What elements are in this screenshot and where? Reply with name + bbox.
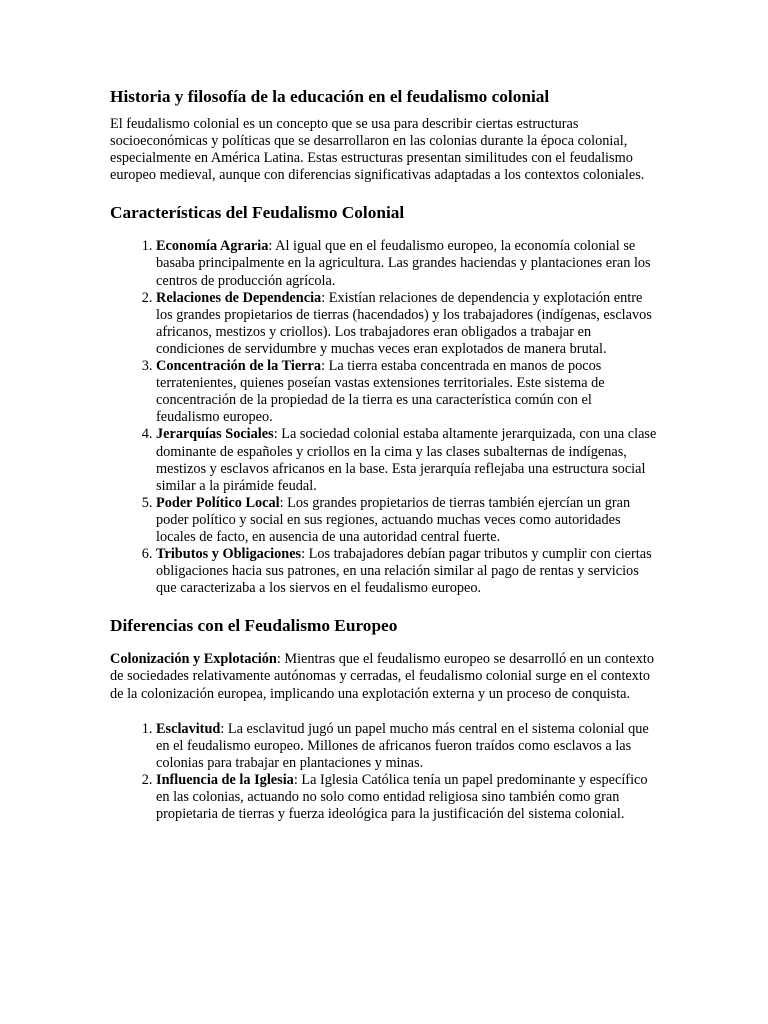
diferencias-list [110, 721, 658, 824]
intro-paragraph: El feudalismo colonial es un concepto que se usa para describir ciertas estructuras socioeconómicas y políticas que se desarrollaron en las colonias durante la época colonial, especialmente en América Latina. Estas estructuras presentan similitudes con el feudalismo europeo medieval, aunque con diferencias significativas adaptadas a los contextos coloniales. [110, 116, 645, 184]
diferencias-lead-paragraph [110, 651, 658, 702]
list-item [156, 426, 658, 494]
list-item [156, 772, 658, 823]
list-item-term: Concentración de la Tierra [156, 358, 322, 375]
lead-term: Colonización y Explotación [110, 651, 277, 668]
list-item-text: : La Iglesia Católica tenía un papel predominante y específico en las colonias, actuando no solo como entidad religiosa sino también como gran propietaria de tierras y fuerza ideológica para la justificación del sistema colonial. [156, 771, 648, 823]
list-item-term: Influencia de la Iglesia [156, 771, 294, 788]
caracteristicas-list [110, 238, 658, 597]
list-item-term: Poder Político Local [156, 494, 280, 511]
list-item-term: Esclavitud [156, 720, 221, 737]
document-title: Historia y filosofía de la educación en el feudalismo colonial [110, 87, 550, 106]
list-item-term: Tributos y Obligaciones [156, 546, 302, 563]
lead-text: : Mientras que el feudalismo europeo se desarrolló en un contexto de sociedades relativamente autónomas y cerradas, el feudalismo colonial surge en el contexto de la colonización europea, implicando una explotación externa y un proceso de conquista. [110, 651, 654, 702]
list-item [156, 495, 658, 546]
list-item [156, 238, 658, 289]
list-item [156, 358, 658, 426]
list-item-term: Economía Agraria [156, 238, 269, 255]
section-heading-caracteristicas: Características del Feudalismo Colonial [110, 203, 405, 223]
list-item-term: Jerarquías Sociales [156, 426, 274, 443]
list-item [156, 290, 658, 358]
section-heading-diferencias: Diferencias con el Feudalismo Europeo [110, 616, 398, 636]
list-item-text: : Al igual que en el feudalismo europeo, la economía colonial se basaba principalmente en la agricultura. Las grandes haciendas y plantaciones eran los centros de producción agrícola. [156, 238, 651, 289]
list-item-term: Relaciones de Dependencia [156, 289, 322, 306]
list-item-text: : Los grandes propietarios de tierras también ejercían un gran poder político y social en sus regiones, actuando muchas veces como autoridades locales de facto, en ausencia de una autoridad central fuerte. [156, 494, 631, 545]
list-item [156, 721, 658, 772]
list-item-text: : La esclavitud jugó un papel mucho más central en el sistema colonial que en el feudalismo europeo. Millones de africanos fueron traídos como esclavos a las colonias para trabajar en plantaciones y minas. [156, 720, 649, 771]
list-item-text: : La tierra estaba concentrada en manos de pocos terratenientes, quienes poseían vastas extensiones territoriales. Este sistema de concentración de la propiedad de la tierra es una característica común con el feudalismo europeo. [156, 358, 605, 426]
list-item-text: : Los trabajadores debían pagar tributos y cumplir con ciertas obligaciones hacia sus patrones, en una relación similar al pago de rentas y servicios que caracterizaba a los siervos en el feudalismo europeo. [156, 546, 652, 597]
list-item-text: : La sociedad colonial estaba altamente jerarquizada, con una clase dominante de españoles y criollos en la cima y las clases subalternas de indígenas, mestizos y esclavos africanos en la base. Esta jerarquía reflejaba una estructura social similar a la pirámide feudal. [156, 426, 657, 494]
list-item-text: : Existían relaciones de dependencia y explotación entre los grandes propietarios de tierras (hacendados) y los trabajadores (indígenas, esclavos africanos, mestizos y criollos). Los trabajadores eran obligados a trabajar en condiciones de servidumbre y muchas veces eran explotados de manera brutal. [156, 289, 652, 357]
list-item [156, 546, 658, 597]
